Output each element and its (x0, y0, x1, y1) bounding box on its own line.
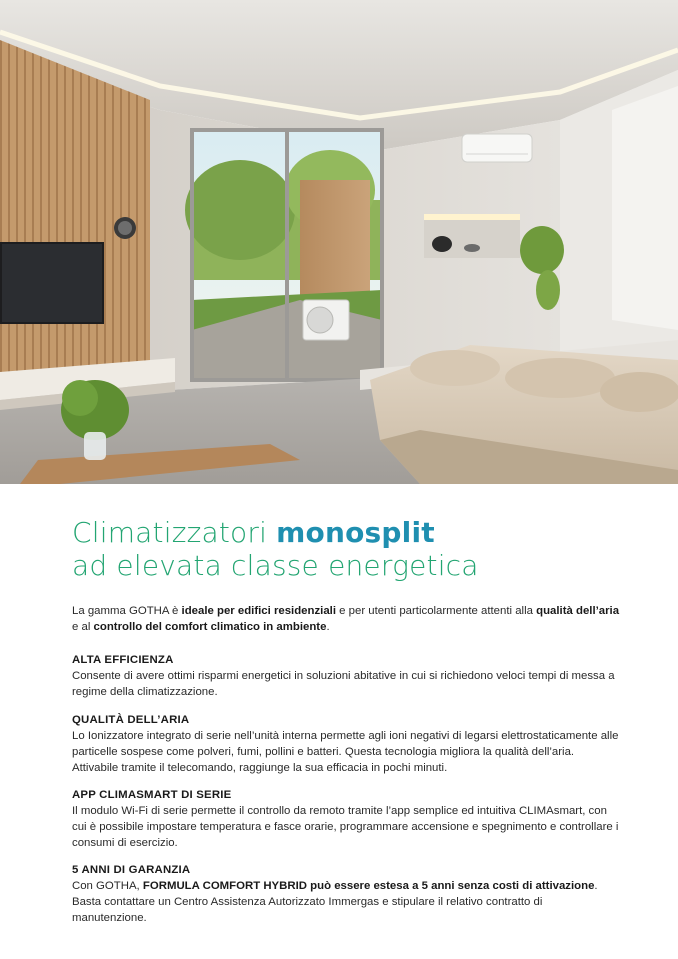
section-app-climasmart (72, 787, 620, 851)
section-heading: 5 ANNI DI GARANZIA (72, 864, 191, 876)
section-qualita-aria (72, 712, 620, 776)
section-body: Lo Ionizzatore integrato di serie nell’unità interna permette agli ioni negativi di legarsi elettrostaticamente alle particelle sospese come polveri, fumi, pollini e batteri. Questa tecnologia migliora la qualità dell’aria. Attivabile tramite il telecomando, raggiunge la sua efficacia in pochi minuti. (72, 730, 619, 774)
title-line-2: ad elevata classe energetica (72, 549, 479, 582)
section-garanzia (72, 862, 620, 926)
section-alta-efficienza (72, 652, 620, 700)
section-heading: ALTA EFFICIENZA (72, 654, 174, 666)
intro-paragraph: La gamma GOTHA è ideale per edifici residenziali e per utenti particolarmente attenti alla qualità dell’aria e al controllo del comfort climatico in ambiente. (72, 605, 620, 633)
title-line-1: Climatizzatori monosplit (72, 516, 435, 549)
section-body: Consente di avere ottimi risparmi energetici in soluzioni abitative in cui si richiedono veloci tempi di messa a regime della climatizzazione. (72, 670, 615, 698)
section-body: Il modulo Wi-Fi di serie permette il controllo da remoto tramite l’app semplice ed intuitiva CLIMAsmart, con cui è possibile impostare temperatura e fasce orarie, programmare accensione e spegnimento e controllare i consumi di esercizio. (72, 805, 619, 849)
page-title (72, 516, 632, 582)
section-heading: APP CLIMASMART DI SERIE (72, 789, 232, 801)
section-body: Con GOTHA, FORMULA COMFORT HYBRID può essere estesa a 5 anni senza costi di attivazione. Basta contattare un Centro Assistenza Autorizzato Immergas e stipulare il relativo contratto di manutenzione. (72, 880, 598, 924)
section-heading: QUALITÀ DELL’ARIA (72, 714, 190, 726)
title-highlight: monosplit (276, 516, 435, 549)
